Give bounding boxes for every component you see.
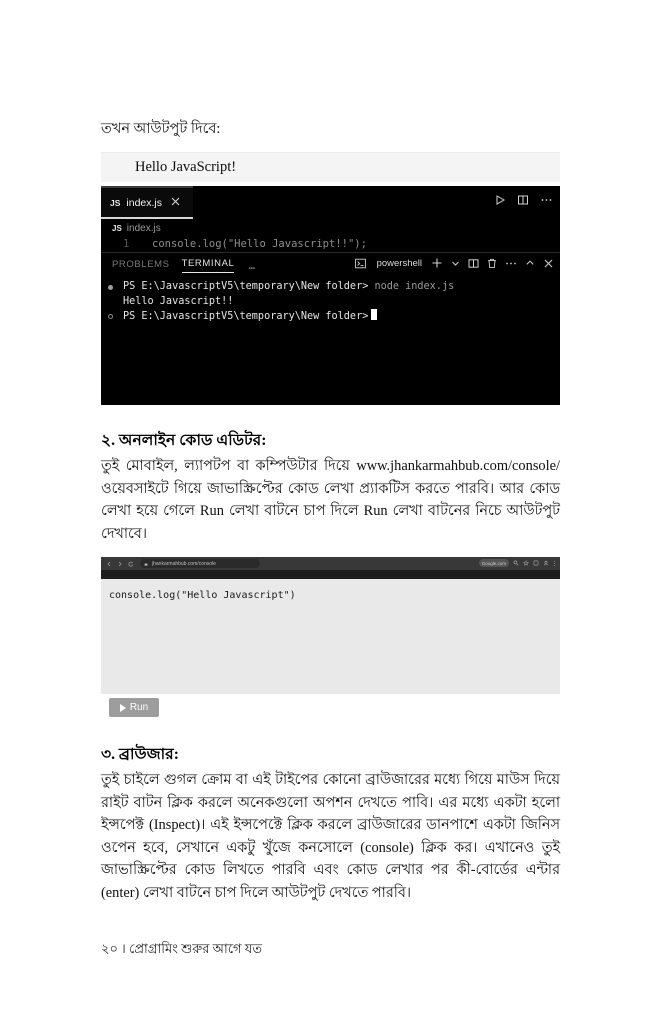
profile-icon[interactable] (543, 560, 549, 566)
tab-terminal[interactable]: TERMINAL (182, 258, 235, 273)
terminal-prompt: PS E:\JavascriptV5\temporary\New folder> (123, 281, 369, 292)
output-preview-box (101, 152, 560, 182)
bookmark-star-icon[interactable] (523, 560, 529, 566)
terminal-command: node index.js (368, 281, 455, 292)
search-pill-label: Google.com (481, 560, 506, 566)
section-3-heading: ৩. ব্রাউজার: (101, 746, 179, 763)
chevron-down-icon[interactable] (451, 259, 460, 268)
section-2-heading: ২. অনলাইন কোড এডিটর: (101, 432, 267, 449)
panel-tab-strip (101, 253, 560, 278)
js-file-icon: JS (112, 224, 122, 233)
section-3-paragraph: তুই চাইলে গুগল ক্রোম বা এই টাইপের কোনো ব্রাউজারের মধ্যে গিয়ে মাউস দিয়ে রাইট বাটন ক্লিক করলে অনেকগুলো অপশন দেখতে পাবি। এর মধ্যে একটা হলো ইন্সপেক্ট (Inspect)। এই ইন্সপেক্টে ক্লিক করলে ব্রাউজারের ডানপাশে একটা জিনিস ওপেন হবে, সেখানে একটু খুঁজে কনসোলে (console) ক্লিক কর। এখানেও তুই জাভাস্ক্রিপ্টের কোড লিখতে পারবি এবং কোড লেখার পর কী-বোর্ডের এন্টার (enter) লেখা বাটনে চাপ দিলে আউটপুট দেখতে পারবি। (101, 772, 560, 901)
split-terminal-icon[interactable] (468, 258, 479, 269)
run-button-label: Run (129, 702, 149, 713)
line-number: 1 (123, 238, 130, 250)
run-button[interactable] (109, 698, 159, 717)
add-terminal-icon[interactable] (431, 257, 443, 269)
code-text: console.log("Hello Javascript!!"); (152, 238, 367, 250)
address-bar[interactable] (140, 559, 260, 568)
terminal-panel (101, 252, 560, 405)
code-editor-line[interactable] (101, 238, 560, 252)
reload-icon[interactable] (128, 561, 134, 567)
terminal-line (101, 309, 560, 325)
panel-tabs-overflow-icon[interactable]: … (248, 259, 257, 272)
terminal-toolbar (355, 257, 554, 269)
section-2-paragraph: তুই মোবাইল, ল্যাপটপ বা কম্পিউটার দিয়ে www.jhankarmahbub.com/console/ ওয়েবসাইটে গিয়ে জাভাস্ক্রিপ্টের কোড লেখা প্র্যাকটিস করতে পারবি। আর কোড লেখা হয়ে গেলে Run লেখা বাটনে চাপ দিলে Run লেখা বাটনের নিচে আউটপুট দেখাবে। (101, 458, 560, 542)
status-bullet-icon (108, 285, 113, 290)
online-code-editor[interactable] (101, 579, 560, 694)
terminal-output[interactable] (101, 280, 560, 325)
editor-code-text: console.log("Hello Javascript") (109, 590, 296, 601)
browser-subbar (101, 570, 560, 579)
terminal-prompt: PS E:\JavascriptV5\temporary\New folder> (123, 311, 369, 322)
close-icon[interactable] (169, 195, 182, 208)
page-footer: ২০ । প্রোগ্রামিং শুরুর আগে যত (101, 941, 263, 956)
tab-problems[interactable]: PROBLEMS (112, 258, 170, 270)
vscode-tabbar (101, 186, 560, 219)
play-icon (120, 704, 126, 712)
intro-line: তখন আউটপুট দিবে: (101, 121, 221, 137)
browser-chrome-bar (101, 557, 560, 570)
browser-toolbar-right (479, 559, 556, 567)
lock-icon (144, 562, 148, 566)
more-menu-icon[interactable] (553, 560, 556, 567)
browser-screenshot (101, 557, 560, 694)
terminal-result: Hello Javascript!! (123, 295, 234, 307)
search-pill[interactable] (479, 559, 509, 567)
run-icon[interactable] (494, 194, 506, 206)
split-editor-icon[interactable] (517, 194, 529, 206)
forward-icon[interactable] (117, 561, 123, 567)
zoom-icon[interactable] (513, 560, 519, 566)
vscode-screenshot (101, 186, 560, 405)
more-icon[interactable] (505, 258, 517, 269)
terminal-cursor (371, 309, 377, 320)
address-bar-url: jhankarmahbub.com/console (152, 560, 216, 567)
js-file-icon: JS (110, 197, 121, 208)
editor-tab-label: index.js (126, 196, 163, 209)
terminal-icon (355, 258, 366, 269)
extensions-icon[interactable] (533, 560, 539, 566)
breadcrumb-label: index.js (126, 223, 161, 234)
breadcrumb[interactable] (101, 219, 560, 238)
editor-actions (494, 194, 553, 206)
close-icon[interactable] (543, 258, 554, 269)
terminal-line (101, 295, 560, 310)
terminal-line (101, 280, 560, 295)
browser-nav-controls (106, 561, 134, 567)
more-actions-icon[interactable] (540, 194, 553, 206)
output-preview-text: Hello JavaScript! (135, 159, 237, 175)
status-bullet-icon (108, 314, 113, 319)
chevron-up-icon[interactable] (525, 258, 535, 268)
trash-icon[interactable] (487, 258, 497, 269)
terminal-shell-name: powershell (376, 257, 422, 269)
back-icon[interactable] (106, 561, 112, 567)
